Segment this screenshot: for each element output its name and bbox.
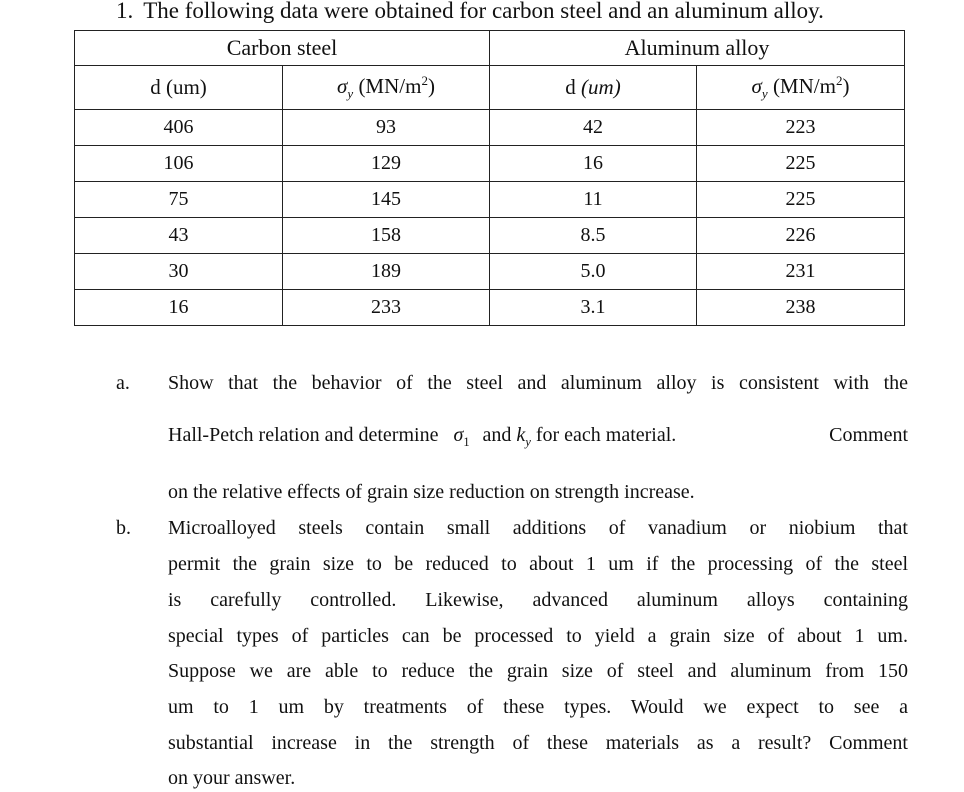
table-cell: 3.1: [490, 290, 697, 326]
col-header-sigma-aluminum: $\sigma_y$ $(MN/m^2)$: [697, 66, 905, 110]
group-aluminum-alloy: Aluminum alloy: [490, 31, 905, 66]
part-b-line: um to 1 um by treatments of these types. Would we expect to see a: [168, 696, 908, 718]
part-b-line: permit the grain size to be reduced to about 1 um if the processing of the steel: [168, 553, 908, 575]
group-carbon-steel: Carbon steel: [75, 31, 490, 66]
table-cell: 8.5: [490, 218, 697, 254]
table-cell: 30: [75, 254, 283, 290]
table-cell: 226: [697, 218, 905, 254]
table-cell: 189: [283, 254, 490, 290]
table-cell: 145: [283, 182, 490, 218]
part-b-line: Suppose we are able to reduce the grain size of steel and aluminum from 150: [168, 660, 908, 682]
col-header-d-aluminum: d (um): [490, 66, 697, 110]
table-cell: 42: [490, 110, 697, 146]
col-header-sigma-steel: $\sigma_y$ $(MN/m^2)$: [283, 66, 490, 110]
table-cell: 43: [75, 218, 283, 254]
part-a-line-2: Hall-Petch relation and determine $\sigma_1$ and $k_y$ for each material. Comment: [168, 424, 908, 449]
table-cell: 158: [283, 218, 490, 254]
part-a-label: a.: [116, 372, 130, 394]
table-cell: 223: [697, 110, 905, 146]
table-cell: 406: [75, 110, 283, 146]
question-number: 1.: [116, 0, 134, 23]
part-b-line: Microalloyed steels contain small additions of vanadium or niobium that: [168, 517, 908, 539]
table-cell: 231: [697, 254, 905, 290]
table-cell: 238: [697, 290, 905, 326]
table-cell: 11: [490, 182, 697, 218]
table-cell: 225: [697, 146, 905, 182]
ky-symbol: k: [516, 424, 526, 446]
question-text: The following data were obtained for carbon steel and an aluminum alloy.: [143, 0, 824, 23]
sigma-symbol: σ: [453, 424, 464, 446]
part-a-line-1: Show that the behavior of the steel and aluminum alloy is consistent with the: [168, 372, 908, 394]
table-cell: 225: [697, 182, 905, 218]
table-cell: 233: [283, 290, 490, 326]
part-b-label: b.: [116, 517, 131, 539]
table-cell: 5.0: [490, 254, 697, 290]
table-cell: 129: [283, 146, 490, 182]
table-cell: 93: [283, 110, 490, 146]
part-b-line: is carefully controlled. Likewise, advanced aluminum alloys containing: [168, 589, 908, 611]
table-cell: 75: [75, 182, 283, 218]
col-header-d-steel: d (um): [75, 66, 283, 110]
table-cell: 16: [75, 290, 283, 326]
table-cell: 106: [75, 146, 283, 182]
table-cell: 16: [490, 146, 697, 182]
part-b-line: substantial increase in the strength of these materials as a result? Comment: [168, 732, 908, 754]
part-b-line: special types of particles can be processed to yield a grain size of about 1 um.: [168, 625, 908, 647]
part-b-line: on your answer.: [168, 767, 296, 789]
part-a-line-3: on the relative effects of grain size reduction on strength increase.: [168, 481, 695, 503]
